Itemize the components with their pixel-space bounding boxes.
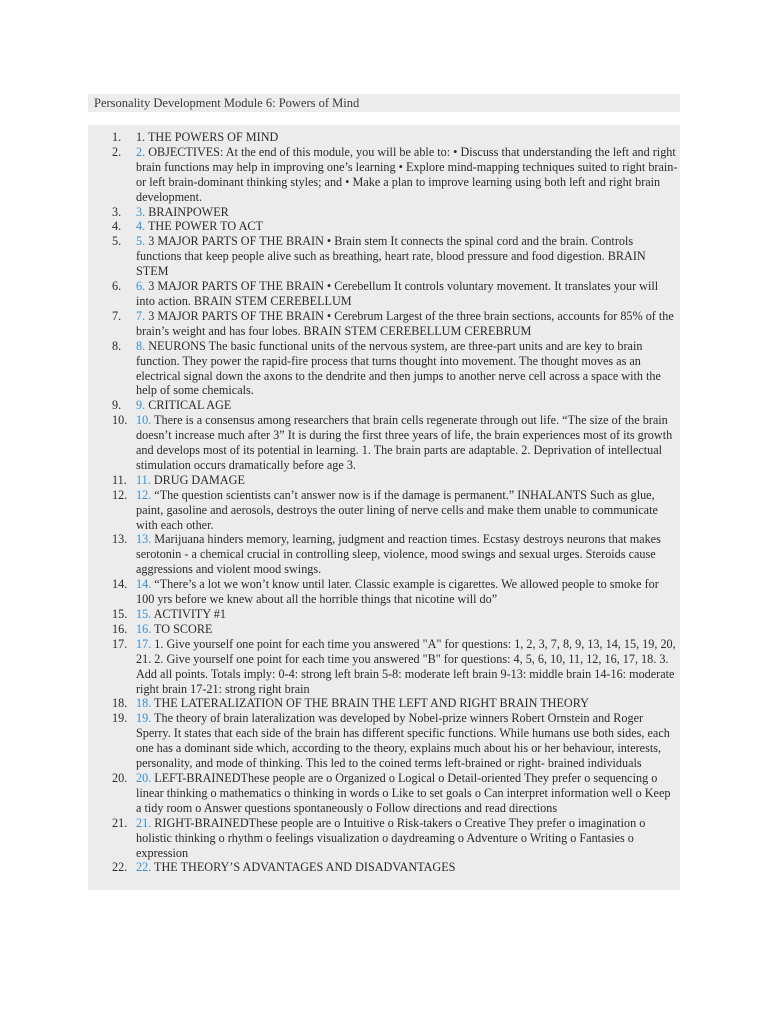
list-item-text: 1. THE POWERS OF MIND [136, 130, 279, 144]
list-item [108, 711, 678, 771]
slide-link[interactable]: 8. [136, 338, 146, 353]
slide-link[interactable]: 13. [136, 532, 152, 547]
list-item-text: 1. Give yourself one point for each time you answered "A" for questions: 1, 2, 3, 7, 8, 9, 13, 14, 15, 19, 20, 21. 2. Give yourself one point for each time you answered "B" for questions: 4, 5, 6, 10, 11, 12, 16, 17, 18. 3. Add all points. Totals imply: 0-4: strong left brain 5-8: moderate left brain 9-13: middle brain 14-16: moderate right brain 17-21: strong right brain [136, 636, 676, 696]
list-item-number: 13. [112, 532, 128, 547]
list-item [108, 771, 678, 816]
list-item [108, 577, 678, 607]
list-item-text: NEURONS The basic functional units of the nervous system, are three-part units and are key to brain function. They power the rapid-fire process that turns thought into movement. The thought moves as an electrical signal down the axons to the dendrite and then jumps to another nerve cell across a space with the help of some chemicals. [136, 338, 661, 398]
list-item-number: 18. [112, 696, 128, 711]
list-item [108, 145, 678, 205]
list-item [108, 398, 678, 413]
slide-link[interactable]: 14. [136, 577, 152, 592]
document-title: Personality Development Module 6: Powers of Mind [88, 94, 680, 112]
slide-link[interactable]: 18. [136, 696, 152, 711]
list-item-text: CRITICAL AGE [145, 398, 232, 413]
list-item [108, 532, 678, 577]
list-item [108, 696, 678, 711]
slide-list [108, 130, 678, 875]
slide-link[interactable]: 6. [136, 279, 146, 294]
slide-link[interactable]: 7. [136, 308, 146, 323]
list-item [108, 279, 678, 309]
list-item [108, 413, 678, 473]
list-item-text: DRUG DAMAGE [150, 472, 245, 487]
list-item-text: OBJECTIVES: At the end of this module, you will be able to: • Discuss that understanding the left and right brain functions may help in improving one’s learning • Explore mind-mapping techniques suited to right brain- or left brain-dominant thinking styles; and • Make a plan to improve learning using both left and right brain development. [136, 144, 678, 204]
list-item-number: 12. [112, 487, 128, 502]
slide-link[interactable]: 10. [136, 413, 152, 428]
list-item-number: 15. [112, 607, 128, 621]
slide-link[interactable]: 19. [136, 711, 152, 726]
list-item [108, 816, 678, 861]
list-item-number: 3. [112, 204, 122, 219]
list-item-text: There is a consensus among researchers that brain cells regenerate through out life. “The size of the brain doesn’t increase much after 3” It is during the first three years of life, the brain experiences most of its growth and develops most of its potential in learning. 1. The brain parts are adaptable. 2. Deprivation of intellectual stimulation occurs dramatically before age 3. [136, 413, 673, 472]
list-item-text: ACTIVITY #1 [151, 607, 226, 621]
list-item-number: 8. [112, 338, 122, 353]
list-item [108, 637, 678, 697]
list-item-number: 9. [112, 398, 122, 413]
list-item-text: 3 MAJOR PARTS OF THE BRAIN • Cerebellum It controls voluntary movement. It translates your will into action. BRAIN STEM CEREBELLUM [136, 279, 659, 308]
list-item-number: 5. [112, 234, 122, 249]
list-item-number: 11. [112, 472, 127, 487]
list-item [108, 339, 678, 399]
list-item [108, 205, 678, 220]
list-item [108, 473, 678, 488]
slide-link[interactable]: 5. [136, 234, 146, 249]
list-item [108, 622, 678, 637]
list-item-text: “There’s a lot we won’t know until later. Classic example is cigarettes. We allowed people to smoke for 100 yrs before we knew about all the horrible things that nicotine will do” [136, 577, 659, 607]
list-item-number: 21. [112, 815, 128, 830]
list-item-number: 2. [112, 144, 122, 159]
list-item-text: THE LATERALIZATION OF THE BRAIN THE LEFT AND RIGHT BRAIN THEORY [151, 696, 589, 711]
slide-link[interactable]: 12. [136, 487, 152, 502]
list-item-text: BRAINPOWER [145, 204, 229, 219]
list-item-text: RIGHT-BRAINEDThese people are o Intuitive o Risk-takers o Creative They prefer o imagination o holistic thinking o rhythm o feelings visualization o daydreaming o Adventure o Writing o Fantasies o expression [136, 815, 646, 860]
slide-link[interactable]: 11. [136, 472, 151, 487]
list-item-text: THE THEORY’S ADVANTAGES AND DISADVANTAGES [151, 860, 456, 875]
slide-link[interactable]: 3. [136, 204, 146, 219]
list-item-text: 3 MAJOR PARTS OF THE BRAIN • Brain stem It connects the spinal cord and the brain. Controls functions that keep people alive such as breathing, heart rate, blood pressure and food digestion. BRAIN STEM [136, 234, 646, 279]
list-item-number: 19. [112, 711, 128, 726]
list-item-number: 20. [112, 770, 128, 785]
list-item-text: LEFT-BRAINEDThese people are o Organized o Logical o Detail-oriented They prefer o sequencing o linear thinking o mathematics o thinking in words o Like to set goals o Can interpret information well o Keep a tidy room o Answer questions spontaneously o Follow directions and read directions [136, 770, 671, 815]
slide-link[interactable]: 17. [136, 636, 152, 651]
slide-link[interactable]: 2. [136, 144, 146, 159]
slide-link[interactable]: 4. [136, 219, 146, 234]
list-item [108, 219, 678, 234]
slide-link[interactable]: 15. [136, 607, 152, 621]
list-item-number: 7. [112, 308, 122, 323]
slide-link[interactable]: 16. [136, 621, 152, 636]
list-item [108, 860, 678, 875]
list-item-text: 3 MAJOR PARTS OF THE BRAIN • Cerebrum Largest of the three brain sections, accounts for 85% of the brain’s weight and has four lobes. BRAIN STEM CEREBELLUM CEREBRUM [136, 308, 674, 338]
list-item-text: TO SCORE [151, 621, 213, 636]
slide-link[interactable]: 22. [136, 860, 152, 875]
list-item-text: The theory of brain lateralization was developed by Nobel-prize winners Robert Ornstein and Roger Sperry. It states that each side of the brain has different specific functions. While humans use both sides, each one has a dominant side which, according to the theory, explains much about his or her behaviour, interests, personality, and mode of thinking. This led to the coined terms left-brained or right- brained individuals [136, 711, 670, 771]
list-item [108, 130, 678, 145]
slide-link[interactable]: 20. [136, 770, 152, 785]
list-item-number: 22. [112, 860, 128, 875]
list-item-number: 4. [112, 219, 122, 234]
list-item-number: 16. [112, 621, 128, 636]
list-item [108, 607, 678, 622]
list-item [108, 234, 678, 279]
list-item-number: 14. [112, 577, 128, 592]
list-item-number: 10. [112, 413, 128, 428]
list-item-text: Marijuana hinders memory, learning, judgment and reaction times. Ecstasy destroys neurons that makes serotonin - a chemical crucial in controlling sleep, violence, mood swings and sexual urges. Steroids cause aggressions and violent mood swings. [136, 532, 661, 577]
list-item-text: THE POWER TO ACT [145, 219, 263, 234]
slide-link[interactable]: 21. [136, 815, 152, 830]
list-item-number: 17. [112, 636, 128, 651]
list-item-number: 6. [112, 279, 122, 294]
list-item [108, 488, 678, 533]
list-item-number: 1. [112, 130, 122, 144]
list-item [108, 309, 678, 339]
slide-link[interactable]: 9. [136, 398, 146, 413]
list-item-text: “The question scientists can’t answer now is if the damage is permanent.” INHALANTS Such as glue, paint, gasoline and aerosols, destroys the outer lining of nerve cells and make them unable to communicate with each other. [136, 487, 658, 532]
